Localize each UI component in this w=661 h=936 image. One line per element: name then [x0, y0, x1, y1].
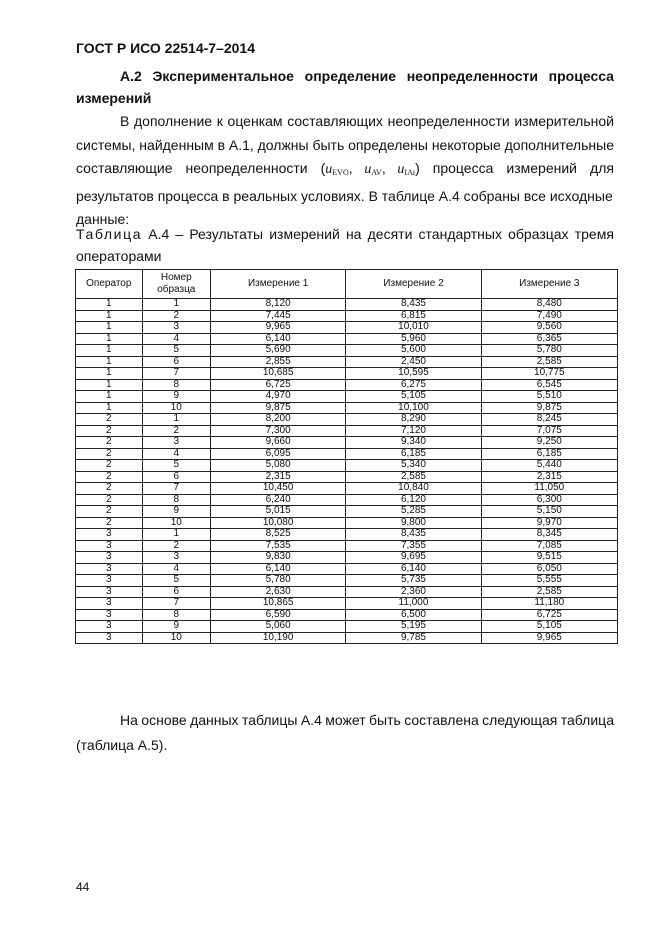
cell-measurement-2: 6,275: [346, 379, 481, 391]
caption-line-1: [76, 223, 614, 245]
page-number: 44: [76, 880, 90, 894]
cell-measurement-2: 5,960: [346, 333, 481, 345]
cell-sample: 3: [142, 322, 210, 334]
word: быть: [369, 712, 401, 728]
table-caption: [76, 223, 614, 267]
cell-operator: 2: [76, 448, 143, 460]
cell-sample: 2: [142, 425, 210, 437]
cell-measurement-2: 8,435: [346, 529, 481, 541]
table-row: [76, 310, 618, 322]
cell-sample: 4: [142, 563, 210, 575]
cell-measurement-1: 6,590: [210, 609, 345, 621]
cell-measurement-2: 7,120: [346, 425, 481, 437]
cell-sample: 7: [142, 483, 210, 495]
section-title: [76, 65, 614, 109]
cell-measurement-3: 6,725: [481, 609, 617, 621]
cell-measurement-3: 9,250: [481, 437, 617, 449]
table-row: [76, 322, 618, 334]
caption-word: стандартных: [418, 226, 502, 242]
cell-sample: 6: [142, 471, 210, 483]
cell-measurement-2: 5,285: [346, 506, 481, 518]
cell-measurement-2: 7,355: [346, 540, 481, 552]
cell-measurement-1: 6,240: [210, 494, 345, 506]
word: данных: [190, 712, 239, 728]
table-row: [76, 609, 618, 621]
cell-measurement-1: 6,140: [210, 333, 345, 345]
table-row: [76, 460, 618, 472]
table-row: [76, 517, 618, 529]
cell-measurement-3: 9,560: [481, 322, 617, 334]
cell-operator: 3: [76, 632, 143, 644]
cell-operator: 3: [76, 563, 143, 575]
cell-sample: 3: [142, 552, 210, 564]
closing-line-1: [76, 708, 614, 733]
word: в: [217, 136, 226, 153]
table-row: [76, 598, 618, 610]
cell-measurement-2: 8,290: [346, 414, 481, 426]
table-row: [76, 563, 618, 575]
cell-operator: 3: [76, 552, 143, 564]
cell-measurement-3: 6,300: [481, 494, 617, 506]
cell-operator: 1: [76, 345, 143, 357]
cell-operator: 2: [76, 414, 143, 426]
cell-operator: 3: [76, 598, 143, 610]
cell-measurement-2: 6,120: [346, 494, 481, 506]
table-row: [76, 540, 618, 552]
cell-sample: 10: [142, 517, 210, 529]
cell-measurement-3: 7,075: [481, 425, 617, 437]
word: На: [120, 712, 138, 728]
cell-measurement-1: 6,140: [210, 563, 345, 575]
cell-measurement-1: 8,525: [210, 529, 345, 541]
table-row: [76, 586, 618, 598]
cell-measurement-3: 8,345: [481, 529, 617, 541]
cell-measurement-3: 7,085: [481, 540, 617, 552]
word: может: [325, 712, 366, 728]
document-header: ГОСТ Р ИСО 22514-7–2014: [76, 40, 255, 56]
cell-operator: 1: [76, 368, 143, 380]
cell-measurement-3: 9,965: [481, 632, 617, 644]
cell-measurement-3: 5,555: [481, 575, 617, 587]
cell-measurement-1: 10,685: [210, 368, 345, 380]
cell-measurement-1: 9,660: [210, 437, 345, 449]
cell-measurement-1: 9,875: [210, 402, 345, 414]
cell-sample: 5: [142, 460, 210, 472]
cell-sample: 1: [142, 529, 210, 541]
cell-operator: 1: [76, 310, 143, 322]
intro-line3-before: составляющие: [76, 160, 173, 176]
measurements-table: [75, 269, 618, 644]
table-row: [76, 379, 618, 391]
cell-operator: 1: [76, 333, 143, 345]
cell-sample: 9: [142, 391, 210, 403]
section-title-line2: измерений: [76, 90, 152, 106]
header-measurement-3: Измерение 3: [481, 270, 617, 299]
cell-measurement-1: 9,965: [210, 322, 345, 334]
cell-operator: 3: [76, 586, 143, 598]
cell-measurement-3: 6,365: [481, 333, 617, 345]
table-row: [76, 575, 618, 587]
cell-sample: 6: [142, 586, 210, 598]
cell-measurement-3: 2,315: [481, 471, 617, 483]
word: определение: [304, 68, 397, 84]
cell-sample: 5: [142, 345, 210, 357]
table-row: [76, 368, 618, 380]
caption-word: измерений: [269, 226, 340, 242]
cell-operator: 1: [76, 356, 143, 368]
cell-measurement-1: 10,865: [210, 598, 345, 610]
cell-measurement-2: 5,195: [346, 621, 481, 633]
caption-word: образцах: [508, 226, 569, 242]
table-row: [76, 494, 618, 506]
cell-sample: 5: [142, 575, 210, 587]
cell-measurement-2: 9,785: [346, 632, 481, 644]
word: А.2: [120, 68, 142, 84]
cell-sample: 8: [142, 609, 210, 621]
word: должны: [257, 136, 309, 153]
cell-sample: 4: [142, 333, 210, 345]
word: быть: [312, 136, 345, 153]
caption-word: на: [345, 226, 362, 242]
header-sample-number: Номер образца: [142, 270, 210, 299]
cell-measurement-2: 2,360: [346, 586, 481, 598]
word: оценкам: [227, 113, 283, 129]
cell-measurement-3: 6,545: [481, 379, 617, 391]
cell-measurement-2: 9,340: [346, 437, 481, 449]
cell-operator: 1: [76, 322, 143, 334]
intro-line-4: результатов процесса в реальных условиях. В таблице А.4 собраны все исходные: [76, 187, 613, 204]
cell-operator: 1: [76, 402, 143, 414]
header-operator: Оператор: [76, 270, 143, 299]
cell-measurement-3: 9,515: [481, 552, 617, 564]
table-row: [76, 506, 618, 518]
cell-sample: 1: [142, 299, 210, 311]
intro-line3-w1: процесса: [432, 160, 494, 176]
closing-line-2: (таблица А.5).: [76, 737, 168, 753]
table-row: [76, 552, 618, 564]
cell-measurement-1: 2,855: [210, 356, 345, 368]
word: неопределенности: [387, 113, 510, 129]
caption-word: десяти: [367, 226, 413, 242]
cell-measurement-2: 10,840: [346, 483, 481, 495]
caption-label: Таблица: [76, 226, 143, 242]
cell-measurement-1: 6,095: [210, 448, 345, 460]
cell-measurement-3: 2,585: [481, 356, 617, 368]
intro-line-1: [76, 110, 614, 134]
table-row: [76, 471, 618, 483]
cell-operator: 2: [76, 506, 143, 518]
cell-measurement-1: 10,450: [210, 483, 345, 495]
cell-sample: 9: [142, 621, 210, 633]
word: дополнительные: [504, 136, 614, 153]
cell-measurement-1: 6,725: [210, 379, 345, 391]
word: Экспериментальное: [152, 68, 294, 84]
cell-measurement-3: 8,480: [481, 299, 617, 311]
word: к: [216, 113, 223, 129]
intro-line-3: [76, 157, 614, 185]
caption-word: тремя: [574, 226, 614, 242]
cell-measurement-3: 5,105: [481, 621, 617, 633]
cell-measurement-3: 5,150: [481, 506, 617, 518]
cell-sample: 8: [142, 494, 210, 506]
word: неопределенности: [406, 68, 538, 84]
cell-operator: 3: [76, 621, 143, 633]
table-row: [76, 391, 618, 403]
word: таблицы: [241, 712, 298, 728]
cell-operator: 2: [76, 437, 143, 449]
intro-paragraph: [76, 110, 614, 232]
cell-sample: 8: [142, 379, 210, 391]
word: А.1,: [228, 136, 254, 153]
cell-measurement-2: 8,435: [346, 299, 481, 311]
cell-measurement-2: 11,000: [346, 598, 481, 610]
cell-measurement-1: 8,120: [210, 299, 345, 311]
word: измерительной: [514, 113, 614, 129]
cell-operator: 1: [76, 391, 143, 403]
cell-sample: 2: [142, 310, 210, 322]
cell-operator: 3: [76, 609, 143, 621]
cell-measurement-1: 5,060: [210, 621, 345, 633]
cell-measurement-1: 5,015: [210, 506, 345, 518]
cell-measurement-2: 5,105: [346, 391, 481, 403]
cell-operator: 2: [76, 494, 143, 506]
intro-line-5: данные:: [76, 211, 130, 227]
intro-line3-word: неопределенности: [185, 160, 308, 176]
caption-word: А.4: [148, 226, 170, 242]
cell-operator: 3: [76, 540, 143, 552]
cell-measurement-2: 2,450: [346, 356, 481, 368]
cell-measurement-2: 9,695: [346, 552, 481, 564]
cell-measurement-2: 10,100: [346, 402, 481, 414]
cell-operator: 3: [76, 529, 143, 541]
word: следующая: [482, 712, 558, 728]
cell-sample: 2: [142, 540, 210, 552]
table-row: [76, 632, 618, 644]
cell-measurement-1: 7,445: [210, 310, 345, 322]
cell-sample: 7: [142, 598, 210, 610]
caption-word: Результаты: [189, 226, 264, 242]
word: дополнение: [134, 113, 213, 129]
intro-line-2: [76, 134, 614, 158]
cell-sample: 1: [142, 414, 210, 426]
caption-line-2: операторами: [76, 248, 162, 264]
cell-measurement-3: 10,775: [481, 368, 617, 380]
intro-line3-w2: измерений: [506, 160, 578, 176]
word: процесса: [548, 68, 614, 84]
cell-measurement-1: 5,780: [210, 575, 345, 587]
cell-sample: 6: [142, 356, 210, 368]
header-measurement-2: Измерение 2: [346, 270, 481, 299]
table-body: [76, 299, 618, 644]
word: найденным: [139, 136, 214, 153]
cell-measurement-2: 6,500: [346, 609, 481, 621]
cell-measurement-1: 10,080: [210, 517, 345, 529]
word: основе: [141, 712, 187, 728]
cell-measurement-1: 5,690: [210, 345, 345, 357]
word: составлена: [404, 712, 479, 728]
cell-measurement-3: 6,185: [481, 448, 617, 460]
table-header-row: [76, 270, 618, 299]
word: некоторые: [431, 136, 501, 153]
cell-sample: 4: [142, 448, 210, 460]
cell-operator: 3: [76, 575, 143, 587]
cell-operator: 2: [76, 425, 143, 437]
word: таблица: [560, 712, 614, 728]
cell-measurement-1: 7,535: [210, 540, 345, 552]
word: определены: [348, 136, 428, 153]
word: В: [120, 113, 130, 129]
cell-measurement-3: 5,510: [481, 391, 617, 403]
table-row: [76, 402, 618, 414]
table-row: [76, 425, 618, 437]
table-row: [76, 333, 618, 345]
cell-measurement-3: 5,780: [481, 345, 617, 357]
section-title-line1: [76, 65, 614, 87]
table-row: [76, 483, 618, 495]
cell-measurement-1: 9,830: [210, 552, 345, 564]
cell-measurement-3: 9,970: [481, 517, 617, 529]
word: составляющих: [287, 113, 383, 129]
cell-measurement-1: 2,630: [210, 586, 345, 598]
cell-measurement-3: 6,050: [481, 563, 617, 575]
word: системы,: [76, 136, 136, 153]
cell-sample: 9: [142, 506, 210, 518]
table-row: [76, 299, 618, 311]
uncertainty-components: ($u_{EVO}$, $u_{AV}$, $u_{IAi}$): [320, 160, 420, 177]
cell-measurement-2: 10,595: [346, 368, 481, 380]
header-measurement-1: Измерение 1: [210, 270, 345, 299]
caption-word: –: [175, 226, 184, 242]
cell-measurement-3: 2,585: [481, 586, 617, 598]
cell-operator: 2: [76, 460, 143, 472]
cell-measurement-1: 5,080: [210, 460, 345, 472]
cell-operator: 1: [76, 299, 143, 311]
cell-measurement-3: 9,875: [481, 402, 617, 414]
cell-measurement-3: 7,490: [481, 310, 617, 322]
intro-line3-w3: для: [590, 160, 614, 176]
cell-measurement-2: 6,185: [346, 448, 481, 460]
cell-measurement-1: 10,190: [210, 632, 345, 644]
cell-operator: 1: [76, 379, 143, 391]
cell-measurement-2: 2,585: [346, 471, 481, 483]
cell-measurement-2: 5,340: [346, 460, 481, 472]
cell-measurement-2: 10,010: [346, 322, 481, 334]
word: А.4: [300, 712, 322, 728]
cell-operator: 2: [76, 517, 143, 529]
cell-measurement-3: 11,050: [481, 483, 617, 495]
cell-measurement-2: 5,735: [346, 575, 481, 587]
cell-sample: 3: [142, 437, 210, 449]
table-row: [76, 414, 618, 426]
cell-measurement-1: 4,970: [210, 391, 345, 403]
cell-measurement-2: 9,800: [346, 517, 481, 529]
cell-measurement-2: 6,140: [346, 563, 481, 575]
cell-operator: 2: [76, 483, 143, 495]
cell-sample: 7: [142, 368, 210, 380]
table-row: [76, 529, 618, 541]
cell-measurement-3: 5,440: [481, 460, 617, 472]
table-row: [76, 437, 618, 449]
cell-measurement-3: 8,245: [481, 414, 617, 426]
table-row: [76, 448, 618, 460]
table-row: [76, 621, 618, 633]
table-row: [76, 356, 618, 368]
table-row: [76, 345, 618, 357]
cell-measurement-1: 2,315: [210, 471, 345, 483]
cell-measurement-1: 8,200: [210, 414, 345, 426]
cell-measurement-2: 5,600: [346, 345, 481, 357]
closing-paragraph: [76, 708, 614, 758]
cell-measurement-2: 6,815: [346, 310, 481, 322]
cell-sample: 10: [142, 402, 210, 414]
cell-measurement-3: 11,180: [481, 598, 617, 610]
cell-measurement-1: 7,300: [210, 425, 345, 437]
cell-sample: 10: [142, 632, 210, 644]
cell-operator: 2: [76, 471, 143, 483]
